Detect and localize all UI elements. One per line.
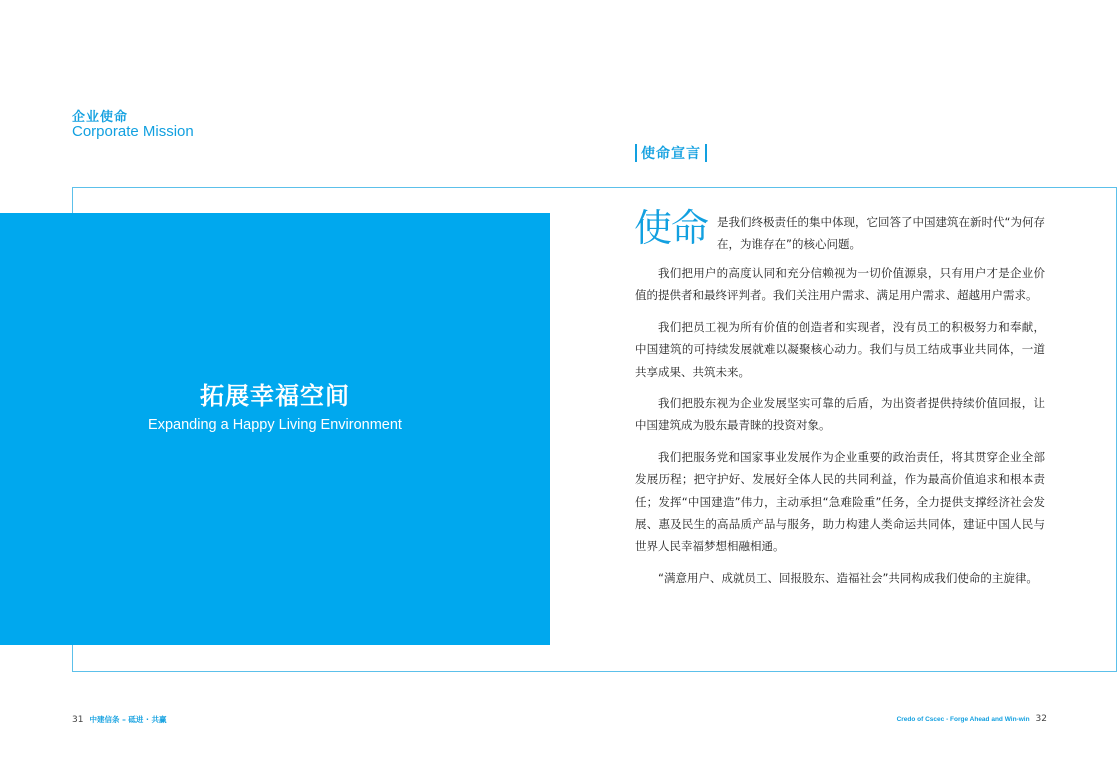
body-text	[635, 262, 1045, 598]
footer-brand-en: Credo of Cscec - Forge Ahead and Win-win	[896, 715, 1030, 723]
footer-left	[72, 714, 167, 725]
blue-panel	[0, 213, 550, 645]
drop-word: 使命	[634, 206, 709, 250]
heading-bar-right	[705, 144, 707, 162]
heading-text: 使命宣言	[641, 146, 701, 162]
section-title-cn: 企业使命	[72, 110, 129, 125]
paragraph-shareholders: 我们把股东视为企业发展坚实可靠的后盾，为出资者提供持续价值回报，让中国建筑成为股东最青睐的投资对象。	[635, 396, 1045, 433]
paragraph-employees: 我们把员工视为所有价值的创造者和实现者，没有员工的积极努力和奉献，中国建筑的可持续发展就难以凝聚核心动力。我们与员工结成事业共同体，一道共享成果、共筑未来。	[635, 319, 1045, 379]
footer-brand-cn: 中建信条 – 砥进 · 共赢	[89, 715, 167, 724]
panel-title-cn: 拓展幸福空间	[200, 382, 350, 410]
page-number-right: 32	[1035, 714, 1047, 724]
panel-title-en: Expanding a Happy Living Environment	[148, 417, 402, 433]
mission-statement-heading	[635, 143, 707, 163]
page-number-left: 31	[72, 714, 84, 725]
paragraph-summary: “满意用户、成就员工、回报股东、造福社会”共同构成我们使命的主旋律。	[658, 570, 1038, 585]
paragraph-users: 我们把用户的高度认同和充分信赖视为一切价值源泉，只有用户才是企业价值的提供者和最终评判者。我们关注用户需求、满足用户需求、超越用户需求。	[635, 266, 1045, 303]
section-title-en: Corporate Mission	[72, 123, 194, 140]
heading-bar-left	[635, 144, 637, 162]
paragraph-society: 我们把服务党和国家事业发展作为企业重要的政治责任，将其贯穿企业全部发展历程；把守护好、发展好全体人民的共同利益，作为最高价值追求和根本责任；发挥“中国建造”伟力，主动承担“急难险重”任务，全力提供支撑经济社会发展、惠及民生的高品质产品与服务，助力构建人类命运共同体，建证中国人民与世界人民幸福梦想相融相通。	[635, 449, 1045, 554]
footer-right	[897, 714, 1047, 724]
intro-text: 是我们终极责任的集中体现，它回答了中国建筑在新时代“为何存在，为谁存在”的核心问题。	[717, 215, 1045, 251]
